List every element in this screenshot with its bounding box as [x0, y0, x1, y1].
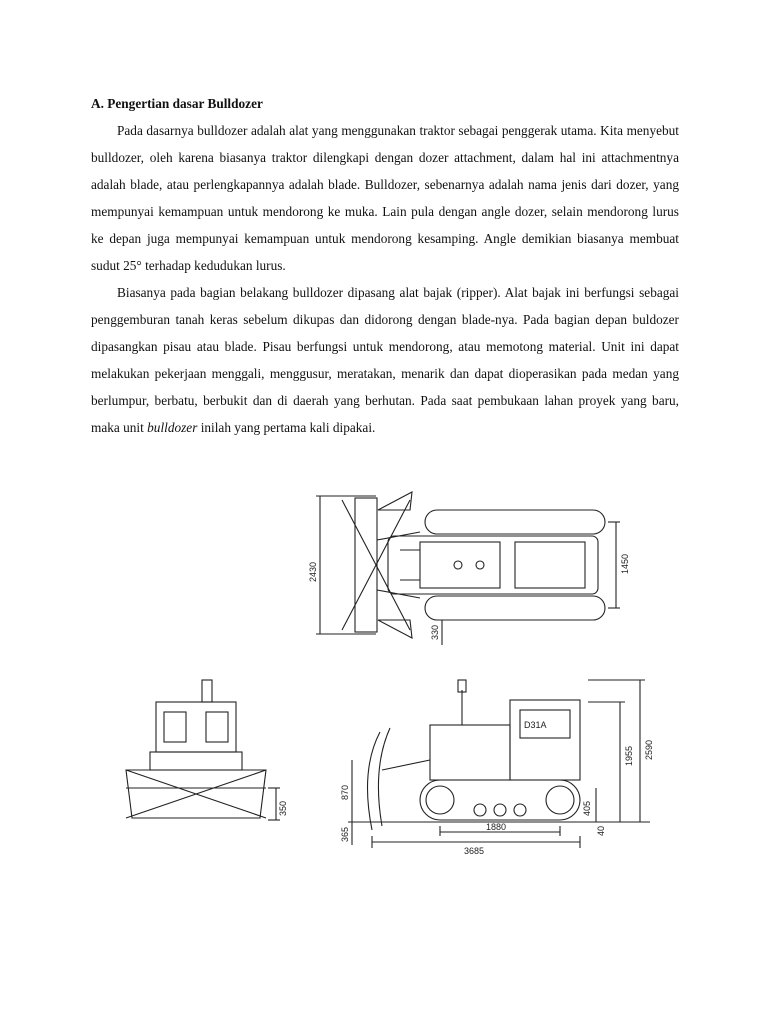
- dim-blade-lift: 365: [340, 826, 350, 842]
- dim-shoe-width: 330: [430, 624, 440, 640]
- text-block: [91, 90, 679, 441]
- bulldozer-technical-drawing: [120, 470, 680, 870]
- dim-tumbler-center: 1880: [486, 822, 507, 832]
- paragraph-2: [91, 279, 679, 441]
- model-label: D31A: [524, 720, 547, 730]
- top-view: [308, 492, 630, 645]
- section-heading: A. Pengertian dasar Bulldozer: [91, 96, 263, 111]
- dim-blade-height: 870: [340, 784, 350, 800]
- dim-track-gauge: 1450: [620, 553, 630, 574]
- side-view: [340, 680, 654, 856]
- dim-height-cab: 1955: [624, 745, 634, 766]
- front-view: [126, 680, 288, 820]
- paragraph-2-italic: bulldozer: [147, 420, 198, 435]
- paragraph-2-text-b: inilah yang pertama kali dipakai.: [197, 420, 376, 435]
- dim-width-overall: 2430: [308, 561, 318, 582]
- dim-height-overall: 2590: [644, 739, 654, 760]
- dim-overall-length: 3685: [464, 846, 485, 856]
- dim-front-clearance: 350: [278, 800, 288, 816]
- dim-clearance: 405: [582, 800, 592, 816]
- paragraph-1: Pada dasarnya bulldozer adalah alat yang menggunakan traktor sebagai penggerak utama. Kita menyebut bulldozer, oleh karena biasanya traktor dilengkapi dengan dozer attachment, dalam hal ini attachmentnya adalah blade, atau perlengkapannya adalah blade. Bulldozer, sebenarnya adalah nama jenis dari dozer, yang mempunyai kemampuan untuk mendorong ke muka. Lain pula dengan angle dozer, selain mendorong lurus ke depan juga mempunyai kemampuan untuk mendorong kesamping. Angle demikian biasanya membuat sudut 25° terhadap kedudukan lurus.: [91, 123, 679, 273]
- paragraph-2-text-a: Biasanya pada bagian belakang bulldozer dipasang alat bajak (ripper). Alat bajak ini berfungsi sebagai penggemburan tanah keras sebelum dikupas dan didorong dengan blade-nya. Pada bagian depan buldozer dipasangkan pisau atau blade. Pisau berfungsi untuk mendorong, atau memotong material. Unit ini dapat melakukan pekerjaan menggali, menggusur, meratakan, menarik dan dapat dioperasikan pada medan yang berlumpur, berbatu, berbukit dan di daerah yang berhutan. Pada saat pembukaan lahan proyek yang baru, maka unit: [91, 285, 679, 435]
- dim-grouser: 40: [596, 825, 606, 836]
